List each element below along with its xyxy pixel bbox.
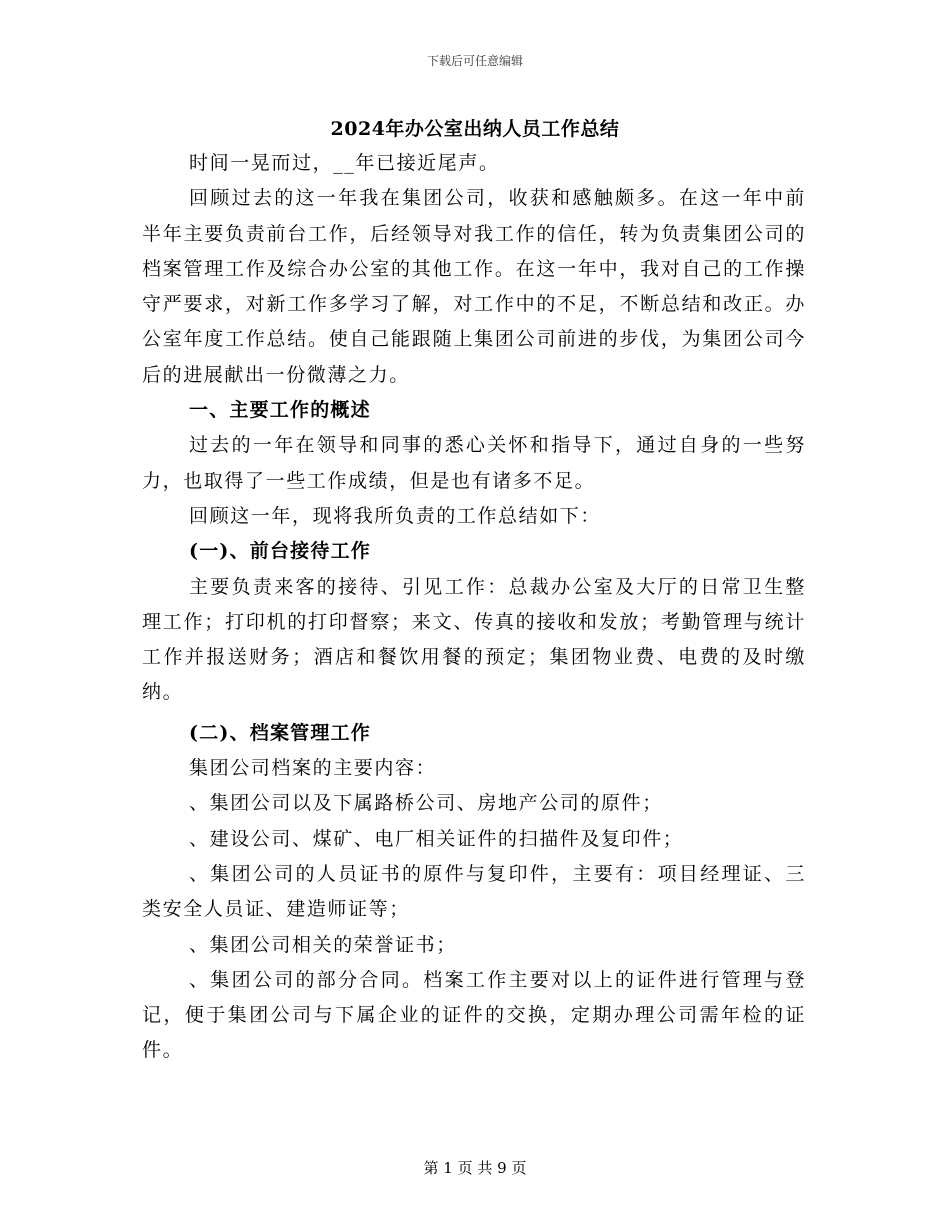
list-item: 、集团公司的部分合同。档案工作主要对以上的证件进行管理与登记，便于集团公司与下属企业的证件的交换，定期办理公司需年检的证件。	[142, 968, 806, 1062]
document-body	[142, 146, 806, 1069]
section-heading-overview: 一、主要工作的概述	[189, 399, 371, 422]
paragraph-summary-intro: 回顾这一年，现将我所负责的工作总结如下：	[189, 504, 602, 527]
list-item: 、集团公司以及下属路桥公司、房地产公司的原件；	[189, 792, 663, 815]
document-title: 2024年办公室出纳人员工作总结	[330, 118, 620, 140]
list-item: 、集团公司的人员证书的原件与复印件，主要有：项目经理证、三类安全人员证、建造师证等；	[142, 862, 806, 921]
paragraph-review: 回顾过去的这一年我在集团公司，收获和感触颇多。在这一年中前半年主要负责前台工作，后经领导对我工作的信任，转为负责集团公司的档案管理工作及综合办公室的其他工作。在这一年中，我对自己的工作操守严要求，对新工作多学习了解，对工作中的不足，不断总结和改正。办公室年度工作总结。使自己能跟随上集团公司前进的步伐，为集团公司今后的进展献出一份微薄之力。	[142, 187, 806, 386]
subsection-heading-reception: (一)、前台接待工作	[189, 540, 371, 563]
subsection-heading-archives: (二)、档案管理工作	[189, 721, 371, 744]
page-number-footer: 第 1 页 共 9 页	[423, 1159, 527, 1177]
page-header-note: 下载后可任意编辑	[426, 54, 523, 68]
paragraph-archives-intro: 集团公司档案的主要内容：	[189, 757, 437, 780]
paragraph-intro: 时间一晃而过，__年已接近尾声。	[189, 152, 500, 174]
list-item: 、集团公司相关的荣誉证书；	[189, 933, 457, 956]
paragraph-reception: 主要负责来客的接待、引见工作：总裁办公室及大厅的日常卫生整理工作；打印机的打印督察；来文、传真的接收和发放；考勤管理与统计工作并报送财务；酒店和餐饮用餐的预定；集团物业费、电费的及时缴纳。	[142, 575, 806, 704]
list-item: 、建设公司、煤矿、电厂相关证件的扫描件及复印件；	[189, 827, 684, 850]
paragraph-overview: 过去的一年在领导和同事的悉心关怀和指导下，通过自身的一些努力，也取得了一些工作成绩，但是也有诸多不足。	[142, 434, 806, 492]
